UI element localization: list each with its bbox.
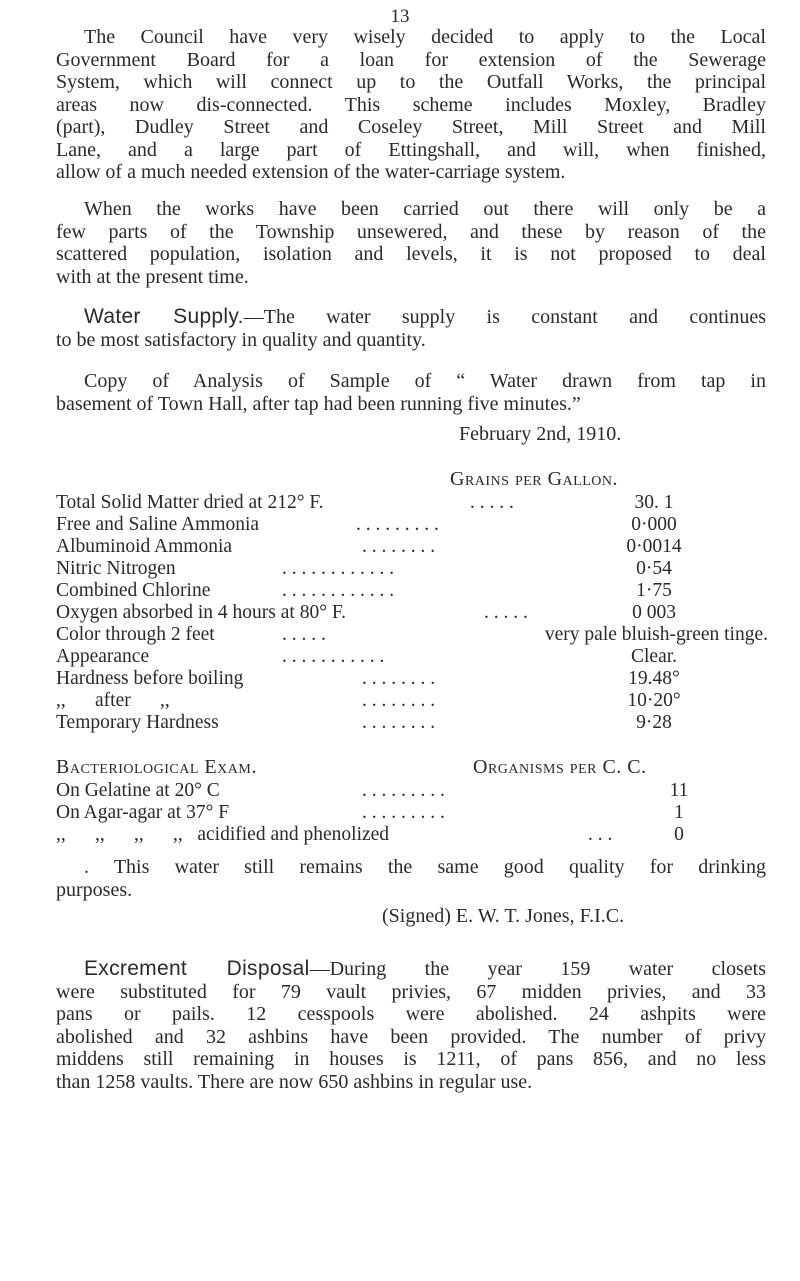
text-line: than 1258 vaults. There are now 650 ashbins in regular use. <box>56 1070 533 1093</box>
table-row <box>56 646 768 668</box>
unsewered-paragraph <box>56 198 766 288</box>
row-value: 19.48° <box>628 668 680 689</box>
text-line: When the works have been carried out there will only be a <box>84 198 766 220</box>
leader-dots: . . . <box>588 824 613 845</box>
row-label: Albuminoid Ammonia <box>56 536 233 557</box>
row-label: ,, ,, ,, ,, acidified and phenolized <box>56 824 390 845</box>
row-label: ,, after ,, <box>56 690 170 711</box>
leader-dots: . . . . . . . . . <box>356 514 439 535</box>
text-line: with at the present time. <box>56 265 249 288</box>
leader-dots: . . . . . . . . . . . . <box>282 580 395 601</box>
text-line: few parts of the Township unsewered, and these by reason of the <box>56 220 766 243</box>
organisms-per-cc-header: Organisms per C. C. <box>473 756 647 778</box>
text-line: abolished and 32 ashbins have been provided. The number of privy <box>56 1025 766 1048</box>
row-value: 0 003 <box>632 602 676 623</box>
row-value: 10·20° <box>627 690 681 711</box>
row-label: Hardness before boiling <box>56 668 244 689</box>
page-number: 13 <box>390 6 410 27</box>
text-line: Copy of Analysis of Sample of “ Water drawn from tap in <box>84 370 766 392</box>
water-supply-heading: Water Supply. <box>84 305 244 328</box>
table-row <box>56 558 768 580</box>
text-line <box>56 306 766 329</box>
row-label: Oxygen absorbed in 4 hours at 80° F. <box>56 602 347 623</box>
row-value: 1·75 <box>636 580 672 601</box>
leader-dots: . . . . . . . . . . . <box>282 646 385 667</box>
text-line: (part), Dudley Street and Coseley Street, Mill Street and Mill <box>56 116 766 138</box>
table-row <box>56 514 768 536</box>
table-row <box>56 536 768 558</box>
table-row <box>56 668 768 690</box>
table-row <box>56 802 768 824</box>
row-value: 9·28 <box>636 712 672 733</box>
row-value: 0·54 <box>636 558 672 579</box>
leader-dots: . . . . . <box>470 492 514 513</box>
water-supply-paragraph <box>56 306 766 351</box>
row-value: 11 <box>669 780 689 801</box>
text-line: The Council have very wisely decided to apply to the Local <box>84 26 766 48</box>
row-value: 1 <box>674 802 684 823</box>
leader-dots: . . . . . . . . . <box>362 780 445 801</box>
row-value: 0 <box>674 824 684 845</box>
excrement-disposal-heading: Excrement Disposal <box>84 957 310 980</box>
row-label: Nitric Nitrogen <box>56 558 176 579</box>
leader-dots: . . . . . . . . <box>362 712 436 733</box>
text-line: Lane, and a large part of Ettingshall, and will, when finished, <box>56 138 766 161</box>
table-row <box>56 780 768 802</box>
leader-dots: . . . . . . . . <box>362 536 436 557</box>
text-line: . This water still remains the same good quality for drinking <box>84 856 766 878</box>
row-label: Color through 2 feet <box>56 624 215 645</box>
excrement-disposal-text: —During the year 159 water closets <box>309 958 767 980</box>
leader-dots: . . . . . <box>484 602 528 623</box>
table-row <box>56 824 768 846</box>
table-row <box>56 580 768 602</box>
analysis-date: February 2nd, 1910. <box>459 423 622 445</box>
text-line: basement of Town Hall, after tap had been running five minutes.” <box>56 392 581 415</box>
row-value: 0·000 <box>631 514 677 535</box>
row-label: Total Solid Matter dried at 212° F. <box>56 492 324 513</box>
sewerage-paragraph <box>56 26 766 184</box>
text-line: to be most satisfactory in quality and quantity. <box>56 328 426 351</box>
text-line <box>56 958 766 981</box>
row-value: 0·0014 <box>626 536 682 557</box>
grains-per-gallon-header: Grains per Gallon. <box>450 468 619 490</box>
table-row <box>56 602 768 624</box>
text-line: purposes. <box>56 878 133 901</box>
conclusion-paragraph <box>56 856 766 901</box>
text-line: System, which will connect up to the Outfall Works, the principal <box>56 71 766 93</box>
table-row <box>56 690 768 712</box>
row-value: 30. 1 <box>634 492 674 513</box>
water-supply-text: —The water supply is constant and continues <box>243 306 766 328</box>
row-label: On Gelatine at 20° C <box>56 780 220 801</box>
leader-dots: . . . . . . . . <box>362 668 436 689</box>
signature: (Signed) E. W. T. Jones, F.I.C. <box>382 905 625 927</box>
bacteriological-exam-label: Bacteriological Exam. <box>56 756 257 778</box>
row-label: Temporary Hardness <box>56 712 219 733</box>
row-label: Appearance <box>56 646 150 667</box>
row-label: Free and Saline Ammonia <box>56 514 260 535</box>
text-line: middens still remaining in houses is 1211, of pans 856, and no less <box>56 1048 766 1070</box>
text-line: were substituted for 79 vault privies, 67 midden privies, and 33 <box>56 980 766 1003</box>
table-row <box>56 492 768 514</box>
text-line: Government Board for a loan for extension of the Sewerage <box>56 48 766 71</box>
table-row <box>56 712 768 734</box>
leader-dots: . . . . . . . . . <box>362 802 445 823</box>
copy-analysis-paragraph <box>56 370 766 415</box>
table-row <box>56 624 768 646</box>
text-line: allow of a much needed extension of the water-carriage system. <box>56 161 566 183</box>
leader-dots: . . . . . . . . <box>362 690 436 711</box>
excrement-disposal-paragraph <box>56 958 766 1093</box>
row-value: Clear. <box>630 646 678 667</box>
leader-dots: . . . . . . . . . . . . <box>282 558 395 579</box>
row-label: On Agar-agar at 37° F <box>56 802 230 823</box>
row-value: very pale bluish-green tinge. <box>544 624 768 645</box>
leader-dots: . . . . . <box>282 624 326 645</box>
text-line: pans or pails. 12 cesspools were abolished. 24 ashpits were <box>56 1003 766 1025</box>
text-line: areas now dis-connected. This scheme includes Moxley, Bradley <box>56 93 766 116</box>
text-line: scattered population, isolation and levels, it is not proposed to deal <box>56 243 766 265</box>
row-label: Combined Chlorine <box>56 580 211 601</box>
